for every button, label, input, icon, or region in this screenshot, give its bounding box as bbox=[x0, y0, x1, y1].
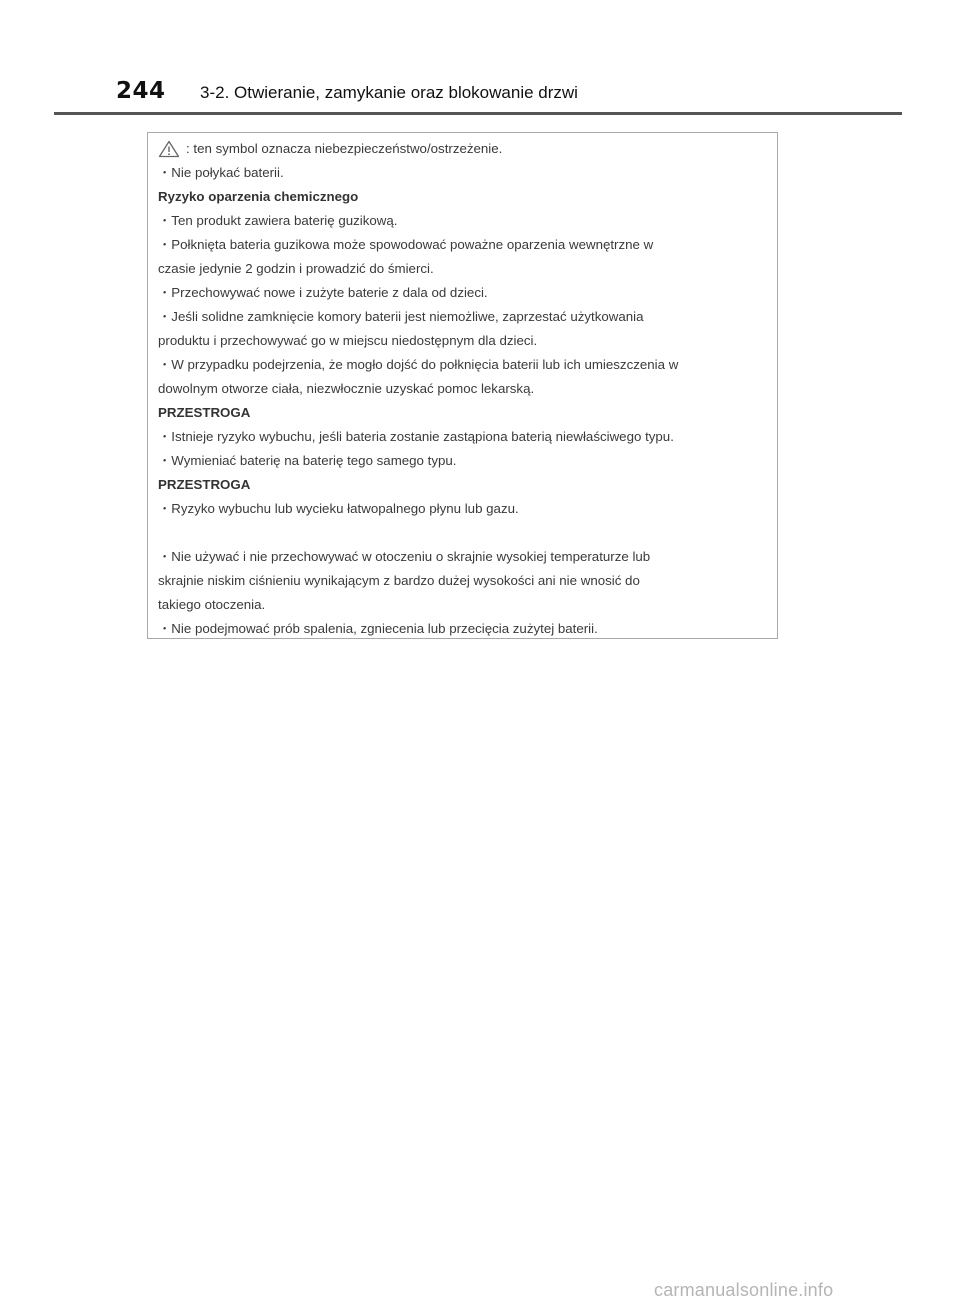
warning-line: czasie jedynie 2 godzin i prowadzić do śmierci. bbox=[158, 261, 434, 276]
warning-line: dowolnym otworze ciała, niezwłocznie uzyskać pomoc lekarską. bbox=[158, 381, 535, 396]
blank-line bbox=[158, 521, 777, 545]
warning-line: ・Połknięta bateria guzikowa może spowodować poważne oparzenia wewnętrzne w bbox=[158, 237, 654, 252]
page-number: 244 bbox=[116, 78, 166, 104]
battery-warning-box bbox=[147, 132, 778, 639]
warning-line: ・Ryzyko wybuchu lub wycieku łatwopalnego płynu lub gazu. bbox=[158, 501, 519, 516]
warning-line: produktu i przechowywać go w miejscu niedostępnym dla dzieci. bbox=[158, 333, 538, 348]
warning-line: ・Wymieniać baterię na baterię tego samego typu. bbox=[158, 453, 457, 468]
warning-line: ・Przechowywać nowe i zużyte baterie z dala od dzieci. bbox=[158, 285, 488, 300]
caution-heading: PRZESTROGA bbox=[158, 477, 251, 492]
warning-line: skrajnie niskim ciśnieniu wynikającym z bardzo dużej wysokości ani nie wnosić do bbox=[158, 573, 640, 588]
warning-line: ・Ten produkt zawiera baterię guzikową. bbox=[158, 213, 398, 228]
caution-heading: PRZESTROGA bbox=[158, 405, 251, 420]
symbol-legend-line bbox=[158, 137, 777, 161]
chapter-title: 3-2. Otwieranie, zamykanie oraz blokowanie drzwi bbox=[200, 83, 578, 102]
warning-line: ・Istnieje ryzyko wybuchu, jeśli bateria zostanie zastąpiona baterią niewłaściwego typu. bbox=[158, 429, 674, 444]
warning-line: ・W przypadku podejrzenia, że mogło dojść do połknięcia baterii lub ich umieszczenia w bbox=[158, 357, 679, 372]
page-header bbox=[54, 78, 902, 114]
warning-triangle-icon bbox=[158, 140, 180, 158]
warning-line: ・Nie podejmować prób spalenia, zgniecenia lub przecięcia zużytej baterii. bbox=[158, 621, 598, 636]
warning-line: ・Nie połykać baterii. bbox=[158, 165, 284, 180]
symbol-legend-text: : ten symbol oznacza niebezpieczeństwo/ostrzeżenie. bbox=[186, 141, 503, 156]
site-watermark: carmanualsonline.info bbox=[654, 1280, 834, 1300]
header-divider bbox=[54, 112, 902, 115]
warning-heading: Ryzyko oparzenia chemicznego bbox=[158, 189, 359, 204]
warning-line: ・Jeśli solidne zamknięcie komory baterii jest niemożliwe, zaprzestać użytkowania bbox=[158, 309, 644, 324]
warning-line: takiego otoczenia. bbox=[158, 597, 266, 612]
warning-line: ・Nie używać i nie przechowywać w otoczeniu o skrajnie wysokiej temperaturze lub bbox=[158, 549, 651, 564]
